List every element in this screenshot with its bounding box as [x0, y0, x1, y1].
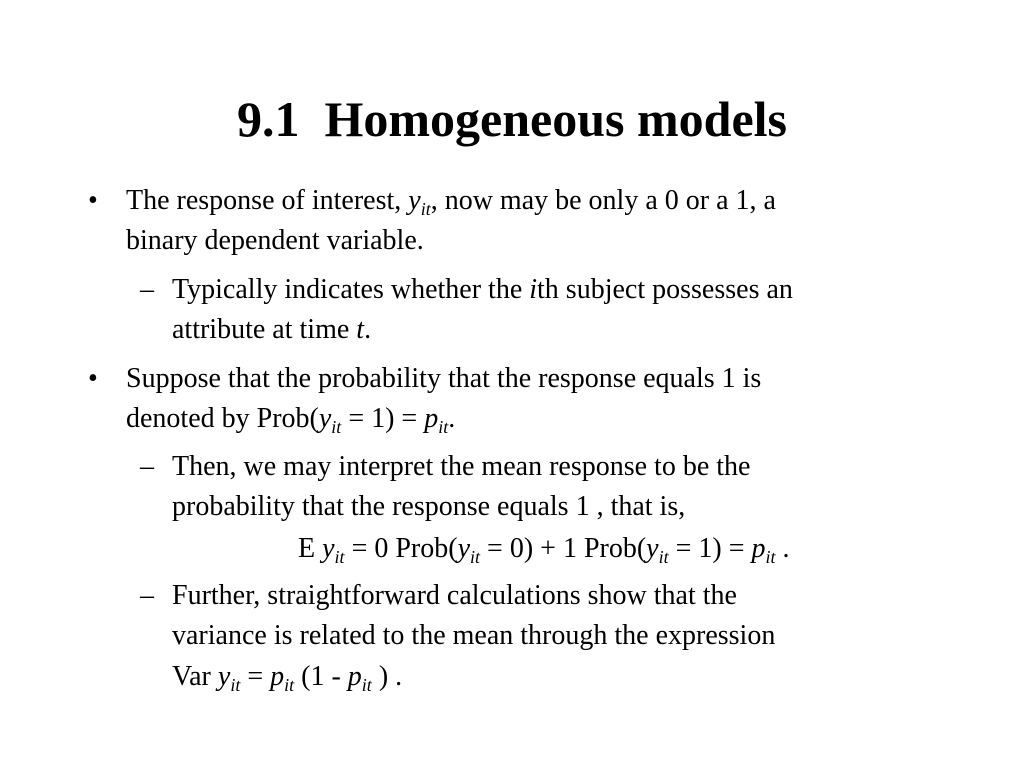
bullet-marker: • [88, 363, 98, 394]
bullet-2-line-2: denoted by $Prob(y_{it} = 1) = p_{it}$. [126, 403, 456, 437]
sub-bullet-1-1-line-1: Typically indicates whether the ith subject possesses an [172, 274, 793, 305]
variance-equation: Var $y_{it} = p_{it}$ ($1 - p_{it}$ ) . [172, 661, 403, 695]
mean-equation: E $y_{it} = 0$ $Prob(y_{it} = 0) + 1$ $Prob(y_{it} = 1) = p_{it}$ . [298, 533, 790, 567]
dash-marker: – [140, 451, 154, 482]
dash-marker: – [140, 274, 154, 305]
sub-bullet-2-1-line-2: probability that the response equals 1 , that is, [172, 491, 686, 522]
sub-bullet-2-2-line-2: variance is related to the mean through the expression [172, 620, 776, 651]
bullet-1-line-1: The response of interest, $y_{it}$, now may be only a 0 or a 1, a [126, 185, 776, 219]
sub-bullet-2-2-line-1: Further, straightforward calculations show that the [172, 580, 737, 611]
dash-marker: – [140, 580, 154, 611]
slide-title: 9.1 Homogeneous models [237, 91, 787, 147]
sub-bullet-2-1-line-1: Then, we may interpret the mean response to be the [172, 451, 751, 482]
bullet-1-line-2: binary dependent variable. [126, 225, 424, 256]
bullet-2-line-1: Suppose that the probability that the response equals 1 is [126, 363, 762, 394]
sub-bullet-1-1-line-2: attribute at time t. [172, 314, 372, 345]
bullet-marker: • [88, 185, 98, 216]
